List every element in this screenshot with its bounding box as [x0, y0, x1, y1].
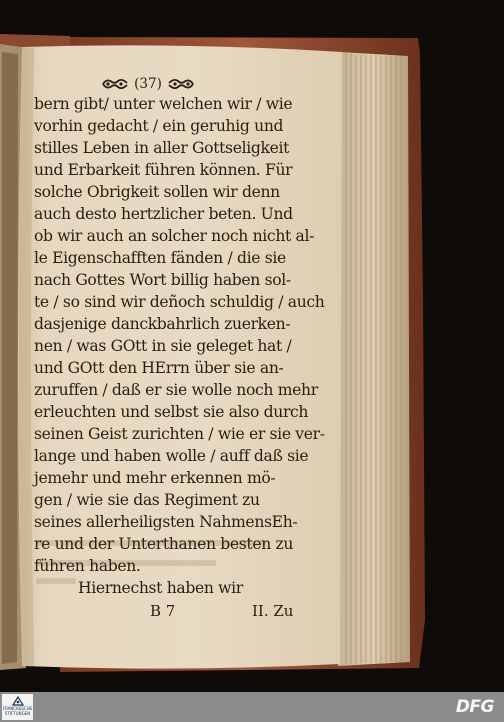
text-line: ob wir auch an solcher noch nicht al- — [34, 227, 315, 245]
text-line: führen haben. — [34, 557, 141, 575]
text-line: seines allerheiligsten NahmensEh- — [34, 513, 298, 531]
text-line: bern gibt/ unter welchen wir / wie — [34, 95, 293, 113]
logo-text-line-2: STIFTUNGEN — [4, 710, 31, 716]
text-line: Hiernechst haben wir — [78, 579, 243, 597]
text-line: gen / wie sie das Regiment zu — [34, 491, 260, 509]
text-line: dasjenige danckbahrlich zuerken- — [34, 315, 291, 333]
catchword: II. Zu — [252, 602, 294, 620]
page-number: (37) — [134, 75, 162, 92]
ornament-right-icon — [168, 77, 194, 91]
text-line: zuruffen / daß er sie wolle noch mehr — [34, 381, 318, 399]
francke-logo — [2, 694, 33, 720]
text-line: auch desto hertzlicher beten. Und — [34, 205, 293, 223]
text-line: jemehr und mehr erkennen mö- — [34, 469, 276, 487]
logo-text-line-1: FRANCKESCHE — [2, 706, 33, 711]
page-stack-edge — [338, 52, 410, 666]
signature-mark: B 7 — [150, 602, 176, 620]
text-line: le Eigenschafften fänden / die sie — [34, 249, 286, 267]
text-line: re und der Unterthanen besten zu — [34, 535, 294, 553]
text-line: vorhin gedacht / ein geruhig und — [34, 117, 284, 135]
ornament-left-icon — [102, 77, 128, 91]
text-line: solche Obrigkeit sollen wir denn — [34, 183, 280, 201]
text-line: stilles Leben in aller Gottseligkeit — [34, 139, 290, 157]
viewer-footer-bar — [0, 692, 504, 722]
dfg-logo: DFG — [455, 697, 494, 717]
text-line: und GOtt den HErrn über sie an- — [34, 359, 284, 377]
text-line: lange und haben wolle / auff daß sie — [34, 447, 309, 465]
text-line: erleuchten und selbst sie also durch — [34, 403, 309, 421]
text-line: nen / was GOtt in sie geleget hat / — [34, 337, 292, 355]
institution-emblem-icon — [12, 696, 24, 706]
text-line: te / so sind wir deñoch schuldig / auch — [34, 293, 325, 311]
text-line: seinen Geist zurichten / wie er sie ver- — [34, 425, 325, 443]
text-line: nach Gottes Wort billig haben sol- — [34, 271, 291, 289]
text-line: und Erbarkeit führen können. Für — [34, 161, 293, 179]
